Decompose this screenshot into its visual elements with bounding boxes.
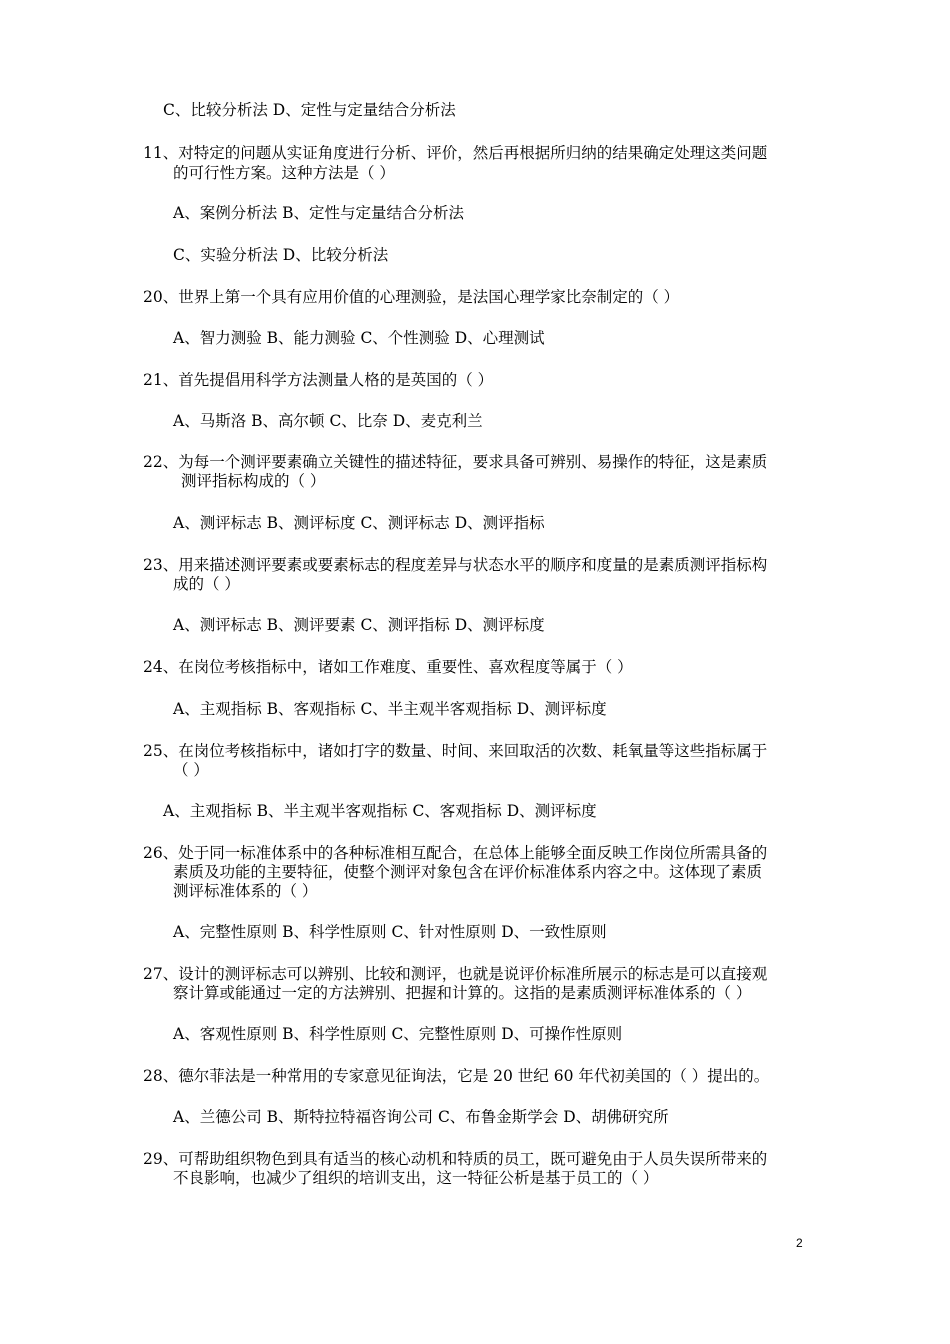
question-20: 20、世界上第一个具有应用价值的心理测验，是法国心理学家比奈制定的（ ）: [143, 288, 680, 306]
option-line: C、比较分析法 D、定性与定量结合分析法: [163, 101, 456, 119]
question-25-options: A、主观指标 B、半主观半客观指标 C、客观指标 D、测评标度: [163, 802, 597, 820]
question-26: 26、处于同一标准体系中的各种标准相互配合，在总体上能够全面反映工作岗位所需具备的: [143, 844, 768, 862]
question-23-cont: 成的（ ）: [173, 575, 240, 593]
page-number: 2: [796, 1236, 803, 1250]
question-27-options: A、客观性原则 B、科学性原则 C、完整性原则 D、可操作性原则: [173, 1025, 623, 1043]
question-11-options-cd: C、实验分析法 D、比较分析法: [173, 246, 389, 264]
question-23-options: A、测评标志 B、测评要素 C、测评指标 D、测评标度: [173, 616, 545, 634]
question-21: 21、首先提倡用科学方法测量人格的是英国的（ ）: [143, 371, 494, 389]
question-11-options-ab: A、案例分析法 B、定性与定量结合分析法: [173, 204, 465, 222]
question-24: 24、在岗位考核指标中，诸如工作难度、重要性、喜欢程度等属于（ ）: [143, 658, 633, 676]
question-26-options: A、完整性原则 B、科学性原则 C、针对性原则 D、一致性原则: [173, 923, 607, 941]
question-24-options: A、主观指标 B、客观指标 C、半主观半客观指标 D、测评标度: [173, 700, 607, 718]
question-28: 28、德尔菲法是一种常用的专家意见征询法，它是 20 世纪 60 年代初美国的（ ）提出的。: [143, 1067, 770, 1085]
question-22: 22、为每一个测评要素确立关键性的描述特征，要求具备可辨别、易操作的特征，这是素质: [143, 453, 768, 471]
question-11: 11、对特定的问题从实证角度进行分析、评价，然后再根据所归纳的结果确定处理这类问题: [143, 144, 768, 162]
question-28-options: A、兰德公司 B、斯特拉特福咨询公司 C、布鲁金斯学会 D、胡佛研究所: [173, 1108, 669, 1126]
question-27-cont: 察计算或能通过一定的方法辨别、把握和计算的。这指的是素质测评标准体系的（ ）: [173, 984, 752, 1002]
question-21-options: A、马斯洛 B、高尔顿 C、比奈 D、麦克利兰: [173, 412, 483, 430]
question-29: 29、可帮助组织物色到具有适当的核心动机和特质的员工，既可避免由于人员失误所带来的: [143, 1150, 768, 1168]
question-22-options: A、测评标志 B、测评标度 C、测评标志 D、测评指标: [173, 514, 545, 532]
question-26-cont-1: 素质及功能的主要特征，使整个测评对象包含在评价标准体系内容之中。这体现了素质: [173, 863, 763, 881]
question-25-cont: （ ）: [173, 761, 209, 779]
question-23: 23、用来描述测评要素或要素标志的程度差异与状态水平的顺序和度量的是素质测评指标构: [143, 556, 768, 574]
question-27: 27、设计的测评标志可以辨别、比较和测评，也就是说评价标准所展示的标志是可以直接观: [143, 965, 768, 983]
question-11-cont: 的可行性方案。这种方法是（ ）: [173, 164, 395, 182]
question-26-cont-2: 测评标准体系的（ ）: [173, 882, 318, 900]
question-20-options: A、智力测验 B、能力测验 C、个性测验 D、心理测试: [173, 329, 545, 347]
question-25: 25、在岗位考核指标中，诸如打字的数量、时间、来回取活的次数、耗氧量等这些指标属于: [143, 742, 768, 760]
question-22-cont: 测评指标构成的（ ）: [181, 472, 326, 490]
question-29-cont: 不良影响，也减少了组织的培训支出，这一特征公析是基于员工的（ ）: [173, 1169, 659, 1187]
